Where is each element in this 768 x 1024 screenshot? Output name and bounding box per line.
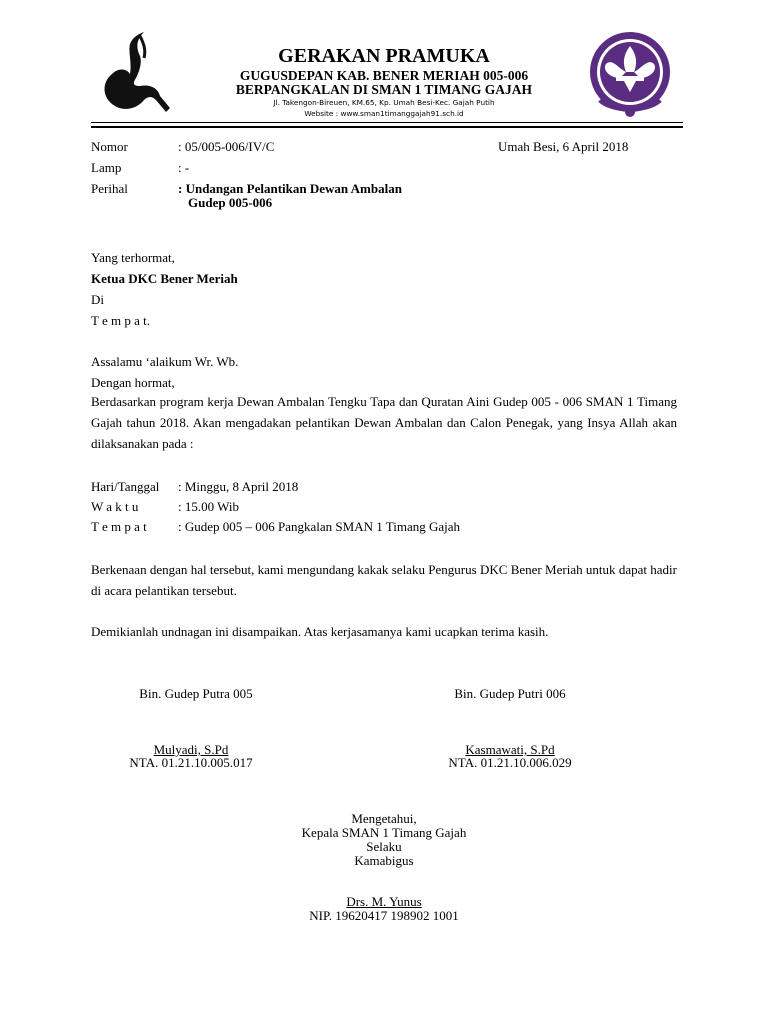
nomor-value: : 05/005-006/IV/C xyxy=(178,139,275,154)
ack-line-1: Mengetahui, xyxy=(351,811,417,826)
signature-left-id: NTA. 01.21.10.005.017 xyxy=(129,755,253,770)
detail-label-time: W a k t u xyxy=(91,499,139,514)
header-unit: GUGUSDEPAN KAB. BENER MERIAH 005-006 xyxy=(239,68,529,83)
header-website: Website : www.sman1timanggajah91.sch.id xyxy=(304,109,464,118)
dengan-hormat: Dengan hormat, xyxy=(91,375,175,390)
paragraph-invitation: Berkenaan dengan hal tersebut, kami mengundang kakak selaku Pengurus DKC Bener Meriah untuk dapat hadir di acara pelantikan tersebut. xyxy=(91,562,677,598)
signature-right-id: NTA. 01.21.10.006.029 xyxy=(448,755,572,770)
perihal-value-line1: : Undangan Pelantikan Dewan Ambalan xyxy=(178,181,402,196)
detail-label-date: Hari/Tanggal xyxy=(91,479,160,494)
place-date: Umah Besi, 6 April 2018 xyxy=(498,139,629,154)
perihal-label: Perihal xyxy=(91,181,128,196)
detail-value-place: : Gudep 005 – 006 Pangkalan SMAN 1 Timang Gajah xyxy=(178,519,461,534)
header-divider-thick xyxy=(91,126,683,128)
header-divider-thin xyxy=(91,122,683,123)
signature-right-title: Bin. Gudep Putri 006 xyxy=(454,686,566,701)
lamp-value: : - xyxy=(178,160,190,175)
recipient-tempat: T e m p a t. xyxy=(91,313,150,328)
perihal-value-line2: Gudep 005-006 xyxy=(188,195,273,210)
recipient-name: Ketua DKC Bener Meriah xyxy=(91,271,238,286)
recipient-greeting: Yang terhormat, xyxy=(91,250,175,265)
header-address: Jl. Takengon-Bireuen, KM.65, Kp. Umah Besi-Kec. Gajah Putih xyxy=(273,98,495,107)
detail-value-time: : 15.00 Wib xyxy=(178,499,239,514)
detail-value-date: : Minggu, 8 April 2018 xyxy=(178,479,299,494)
ack-name: Drs. M. Yunus xyxy=(346,894,422,909)
signature-right-name: Kasmawati, S.Pd xyxy=(465,742,555,757)
ack-line-3: Selaku xyxy=(366,839,402,854)
lamp-label: Lamp xyxy=(91,160,122,175)
signature-left-title: Bin. Gudep Putra 005 xyxy=(139,686,253,701)
nomor-label: Nomor xyxy=(91,139,128,154)
ack-line-4: Kamabigus xyxy=(354,853,414,868)
detail-label-place: T e m p a t xyxy=(91,519,147,534)
ack-id: NIP. 19620417 198902 1001 xyxy=(309,908,459,923)
ack-line-2: Kepala SMAN 1 Timang Gajah xyxy=(301,825,467,840)
salam: Assalamu ‘alaikum Wr. Wb. xyxy=(91,354,239,369)
header-base: BERPANGKALAN DI SMAN 1 TIMANG GAJAH xyxy=(235,82,533,97)
recipient-di: Di xyxy=(91,292,104,307)
signature-left-name: Mulyadi, S.Pd xyxy=(153,742,229,757)
paragraph-intro: Berdasarkan program kerja Dewan Ambalan Tengku Tapa dan Quratan Aini Gudep 005 - 006 SMAN 1 Timang Gajah tahun 2018. Akan mengadakan pelantikan Dewan Ambalan dan Calon Penegak, yang Insya Allah akan dilaksanakan pada : xyxy=(91,394,677,451)
paragraph-closing: Demikianlah undnagan ini disampaikan. Atas kerjasamanya kami ucapkan terima kasih. xyxy=(91,624,549,639)
header-org: GERAKAN PRAMUKA xyxy=(278,45,490,67)
